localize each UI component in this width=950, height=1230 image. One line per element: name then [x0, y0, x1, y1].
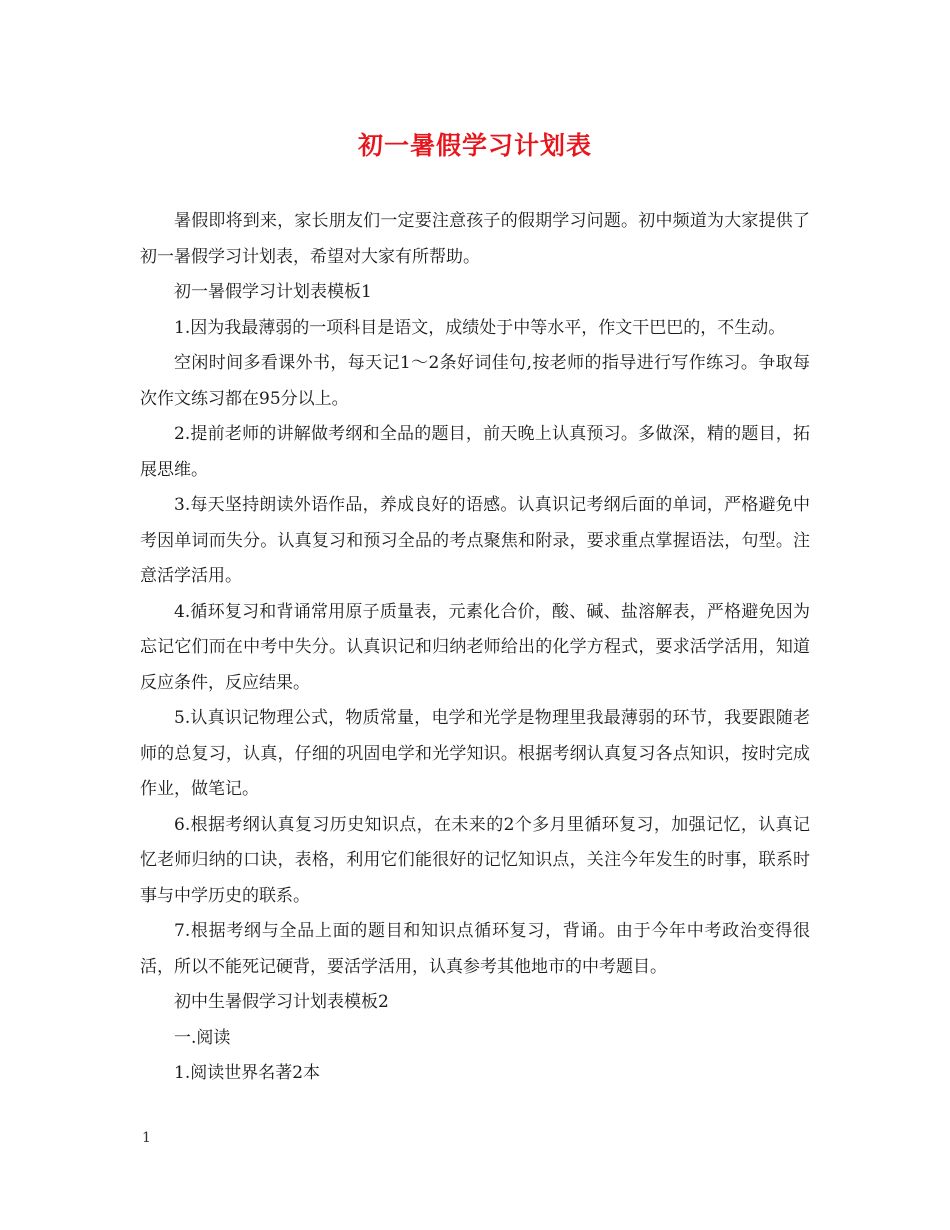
paragraph-item-2: 2.提前老师的讲解做考纲和全品的题目，前天晚上认真预习。多做深，精的题目，拓展思维。	[140, 424, 810, 480]
paragraph-item-3: 3.每天坚持朗读外语作品，养成良好的语感。认真识记考纲后面的单词，严格避免中考因单词而失分。认真复习和预习全品的考点聚焦和附录，要求重点掌握语法，句型。注意活学活用。	[140, 495, 810, 586]
paragraph-item-5: 5.认真识记物理公式，物质常量，电学和光学是物理里我最薄弱的环节，我要跟随老师的总复习，认真，仔细的巩固电学和光学知识。根据考纲认真复习各点知识，按时完成作业，做笔记。	[140, 708, 810, 799]
page-number: 1	[142, 1130, 151, 1146]
section-heading-template-1: 初一暑假学习计划表模板1	[174, 282, 372, 302]
paragraph-reading-item-1: 1.阅读世界名著2本	[174, 1063, 321, 1083]
paragraph-item-6: 6.根据考纲认真复习历史知识点，在未来的2个多月里循环复习，加强记忆，认真记忆老师归纳的口诀，表格，利用它们能很好的记忆知识点，关注今年发生的时事，联系时事与中学历史的联系。	[140, 814, 810, 906]
section-heading-template-2: 初中生暑假学习计划表模板2	[174, 992, 389, 1012]
paragraph-item-4: 4.循环复习和背诵常用原子质量表，元素化合价，酸、碱、盐溶解表，严格避免因为忘记它们而在中考中失分。认真识记和归纳老师给出的化学方程式，要求活学活用，知道反应条件，反应结果。	[140, 601, 810, 693]
paragraph-item-1-detail: 空闲时间多看课外书，每天记1～2条好词佳句,按老师的指导进行写作练习。争取每次作文练习都在95分以上。	[140, 353, 810, 409]
document-title: 初一暑假学习计划表	[357, 131, 592, 160]
paragraph-intro: 暑假即将到来，家长朋友们一定要注意孩子的假期学习问题。初中频道为大家提供了初一暑假学习计划表，希望对大家有所帮助。	[140, 211, 810, 267]
paragraph-item-1: 1.因为我最薄弱的一项科目是语文，成绩处于中等水平，作文干巴巴的，不生动。	[174, 317, 786, 338]
subsection-heading-reading: 一.阅读	[174, 1027, 231, 1048]
paragraph-item-7: 7.根据考纲与全品上面的题目和知识点循环复习，背诵。由于今年中考政治变得很活，所以不能死记硬背，要活学活用，认真参考其他地市的中考题目。	[140, 921, 810, 977]
document-body	[140, 204, 810, 1092]
